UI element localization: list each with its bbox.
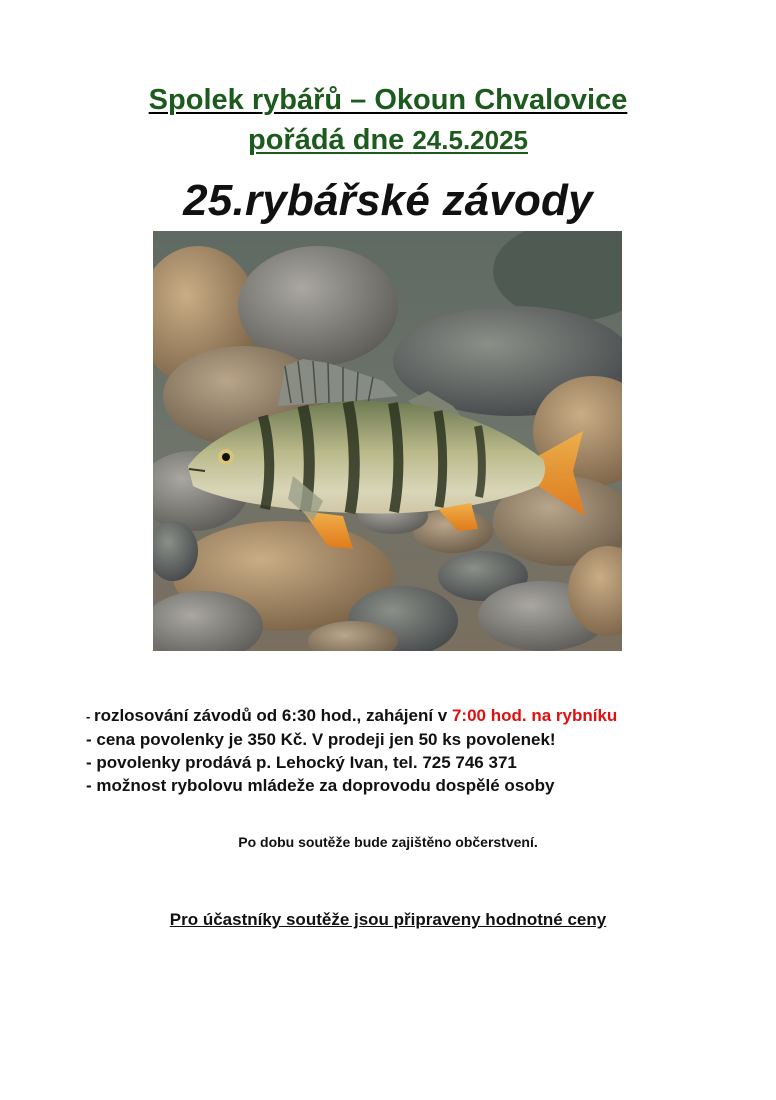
event-date: 24.5.2025 xyxy=(412,125,529,155)
info-line-permit-seller: - povolenky prodává p. Lehocký Ivan, tel. 725 746 371 xyxy=(86,753,517,772)
event-info-list xyxy=(86,704,617,797)
info-dash: - xyxy=(86,709,94,724)
organizer-title xyxy=(0,84,776,117)
info-line-youth: - možnost rybolovu mládeže za doprovodu dospělé osoby xyxy=(86,776,555,795)
info-line-draw xyxy=(86,704,617,728)
perch-fish-photo xyxy=(153,231,622,651)
prizes-note: Pro účastníky soutěže jsou připraveny hodnotné ceny xyxy=(169,910,607,929)
info-line-draw-text: rozlosování závodů od 6:30 hod., zahájení v xyxy=(93,706,452,725)
date-prefix: pořádá dne xyxy=(247,124,413,156)
refreshments-note: Po dobu soutěže bude zajištěno občerstvení. xyxy=(238,834,538,850)
event-date-line xyxy=(0,124,776,157)
info-start-time-highlight: 7:00 hod. na rybníku xyxy=(451,706,618,725)
organizer-name: Spolek rybářů – Okoun Chvalovice xyxy=(148,84,628,116)
event-headline: 25.rybářské závody xyxy=(183,176,593,225)
info-line-permit-price: - cena povolenky je 350 Kč. V prodeji jen 50 ks povolenek! xyxy=(86,730,556,749)
